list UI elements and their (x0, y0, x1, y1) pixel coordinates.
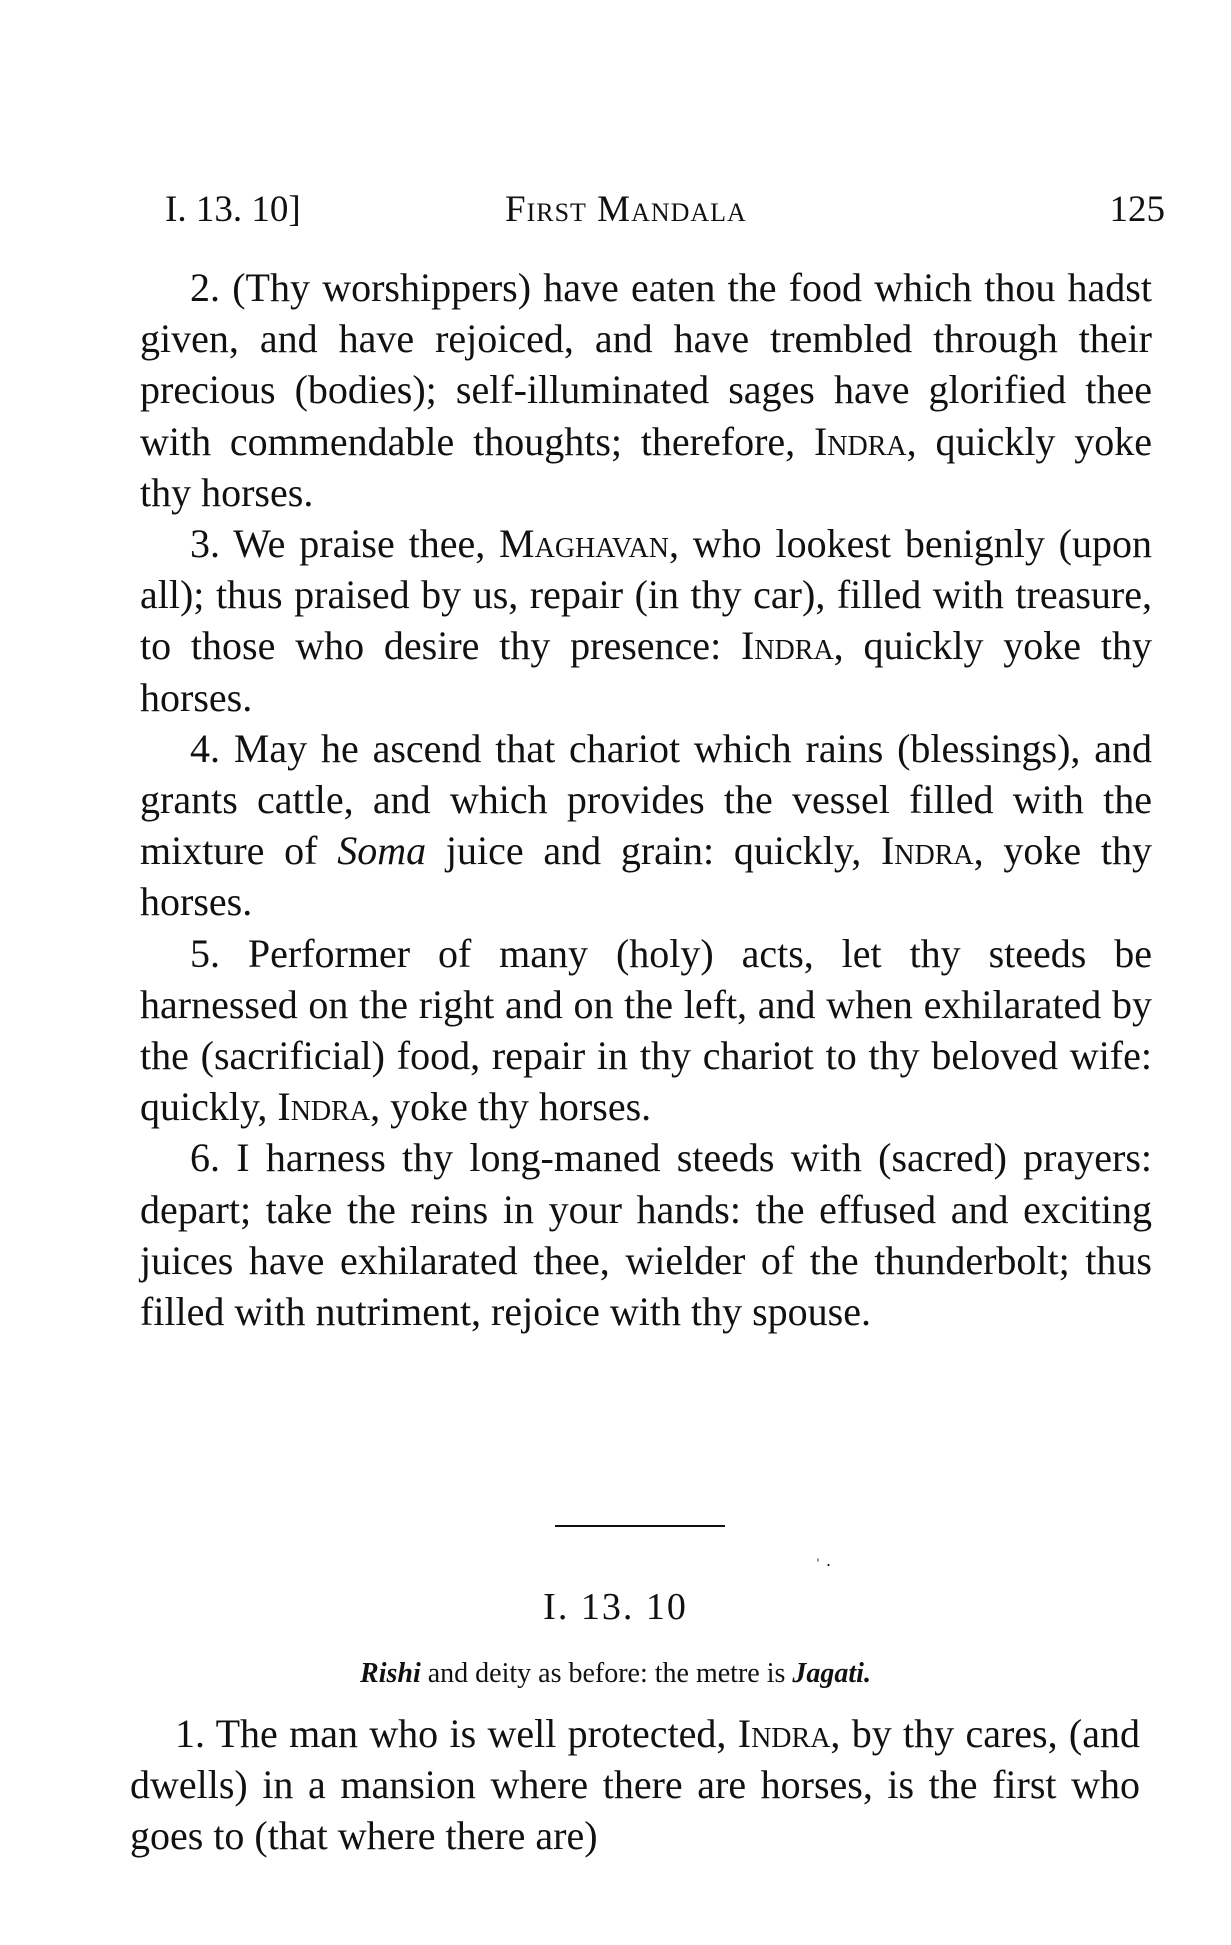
soma-term: Soma (337, 828, 427, 874)
deity-name: Maghavan (499, 521, 669, 567)
verse-6: 6. I harness thy long-maned steeds with (sacred) prayers: depart; take the reins in your hands: the effused and exciting juices have exhilarated thee, wielder of the thunderbolt; thus filled with nutriment, rejoice with thy spouse. (140, 1135, 1152, 1335)
verse-block (140, 262, 1152, 1337)
header-title: First Mandala (505, 189, 747, 230)
deity-name: Indra (277, 1084, 371, 1130)
deity-name: Indra (737, 1711, 831, 1756)
verse-4: 4. May he ascend that chariot which rains (blessings), and grants cattle, and which provides the vessel filled with the mixture of Soma juice and grain: quickly, Indra, yoke thy horses. (140, 725, 1153, 925)
deity-name: Indra (741, 623, 834, 669)
section-divider (555, 1525, 725, 1527)
page-number: 125 (1109, 189, 1165, 230)
verse-block-2 (130, 1708, 1140, 1862)
verse-2: 2. (Thy worshippers) have eaten the food which thou hadst given, and have rejoiced, and have trembled through their precious (bodies); self-illuminated sages have glorified thee with commendable thoughts; therefore, Indra, quickly yoke thy horses. (140, 265, 1152, 515)
header-reference: I. 13. 10] (165, 189, 301, 230)
verse-3: 3. We praise thee, Maghavan, who lookest benignly (upon all); thus praised by us, repair (in thy car), filled with treasure, to those who desire thy presence: Indra, quickly yoke thy horses. (140, 521, 1152, 720)
deity-name: Indra (813, 418, 907, 464)
deity-name: Indra (880, 828, 974, 874)
verse-5: 5. Performer of many (holy) acts, let thy steeds be harnessed on the right and on the left, and when exhilarated by the (sacrificial) food, repair in thy chariot to thy beloved wife: quickly, Indra, yoke thy horses. (140, 930, 1152, 1130)
section-title: I. 13. 10 (543, 1586, 688, 1628)
section-subtitle: Rishi and deity as before: the metre is Jagati. (360, 1658, 871, 1689)
verse-1: 1. The man who is well protected, Indra, by thy cares, (and dwells) in a mansion where there are horses, is the first who goes to (that where there are) (130, 1711, 1140, 1859)
running-header (165, 188, 1165, 238)
print-speck: ˈ · (815, 1555, 832, 1575)
